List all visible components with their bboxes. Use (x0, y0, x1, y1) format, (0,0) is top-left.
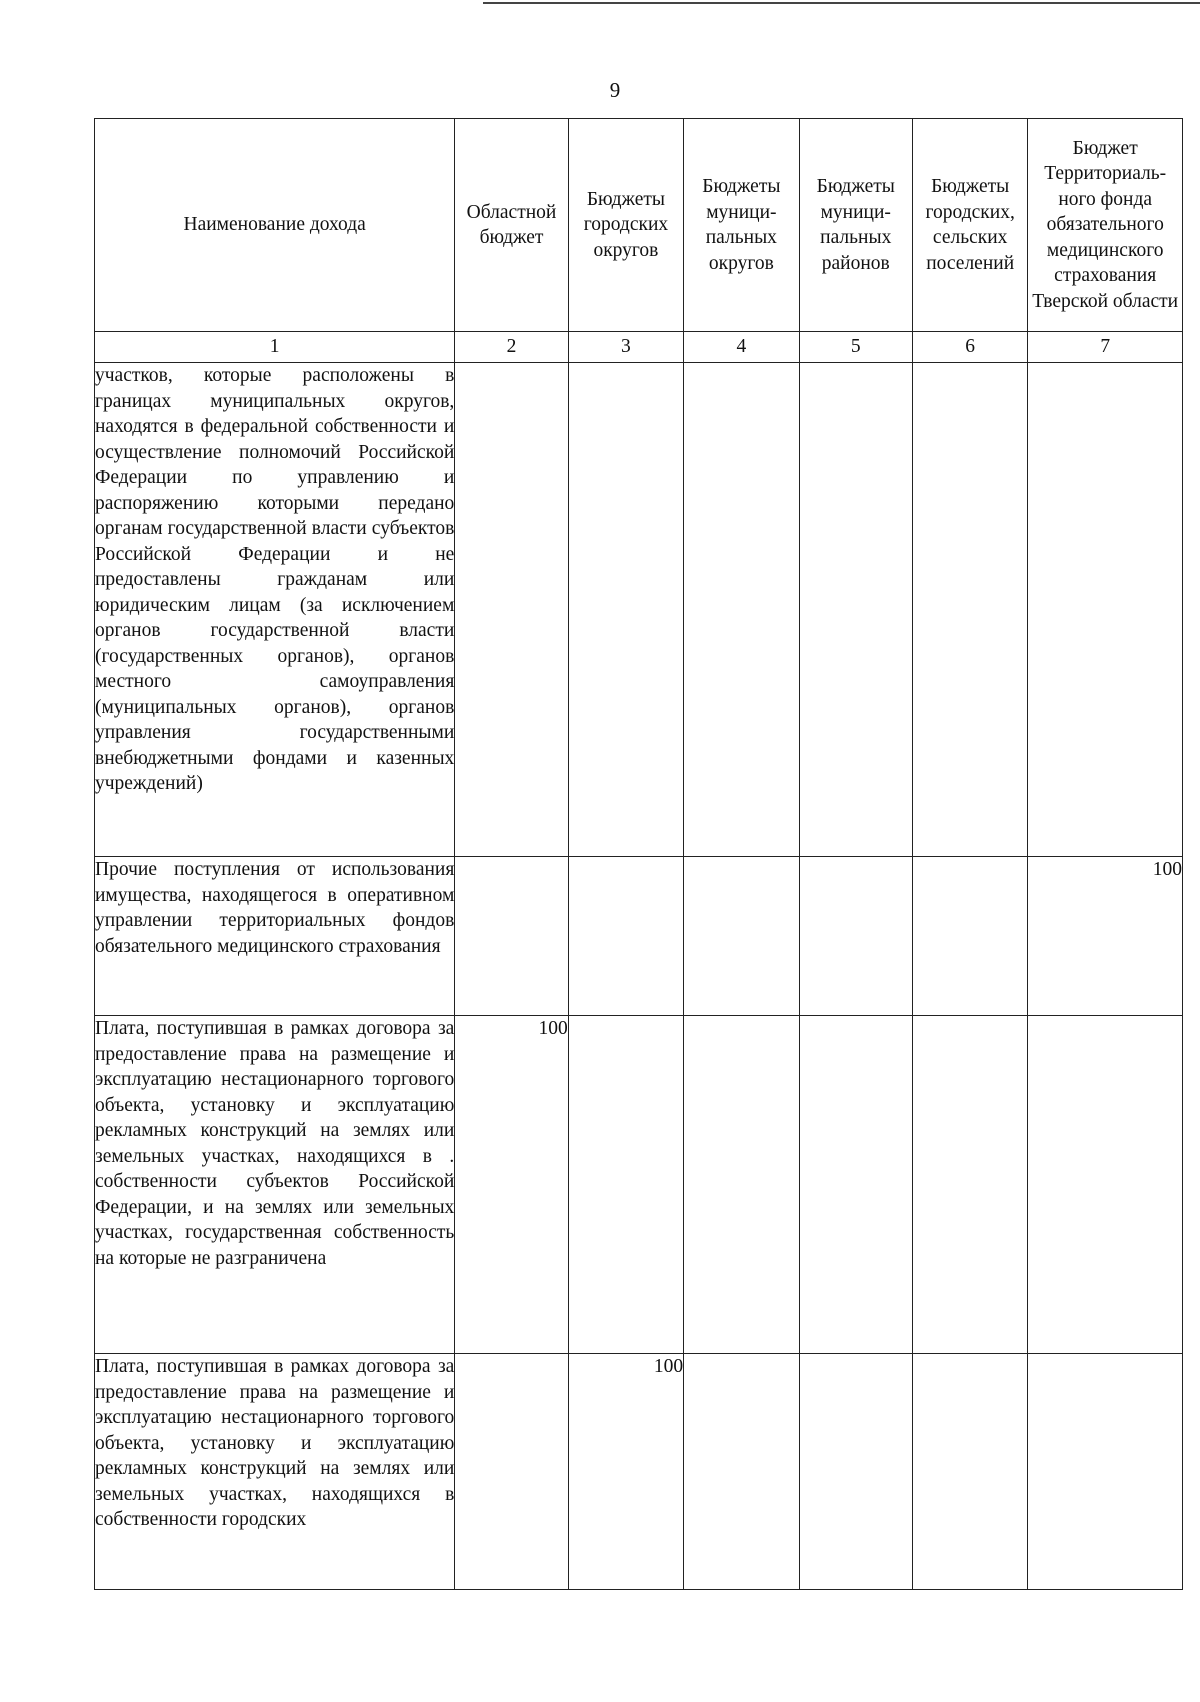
value-cell: 100 (1028, 857, 1183, 1016)
header-settlement-budgets: Бюджеты городских, сельских поселений (912, 119, 1027, 332)
column-number: 1 (95, 332, 455, 363)
header-medical-insurance-fund-budget: Бюджет Территориаль-ного фонда обязательного медицинского страхования Тверской области (1028, 119, 1183, 332)
column-number: 6 (912, 332, 1027, 363)
header-municipal-district-budgets: Бюджеты муници-пальных округов (684, 119, 799, 332)
value-cell (455, 857, 568, 1016)
value-cell (912, 1354, 1027, 1590)
value-cell (684, 1354, 799, 1590)
value-cell (799, 857, 912, 1016)
value-cell (799, 1354, 912, 1590)
value-cell (1028, 363, 1183, 857)
table-row (95, 1016, 1183, 1354)
page-number: 9 (609, 78, 621, 102)
value-cell: 100 (455, 1016, 568, 1354)
value-cell (799, 1016, 912, 1354)
income-name-cell: Плата, поступившая в рамках договора за предоставление права на размещение и эксплуатацию нестационарного торгового объекта, установку и эксплуатацию рекламных конструкций на землях или земельных участках, находящихся в . собственности субъектов Российской Федерации, и на землях или земельных участках, государственная собственность на которые не разграничена (95, 1016, 455, 1354)
value-cell (684, 1016, 799, 1354)
value-cell (912, 857, 1027, 1016)
value-cell (455, 363, 568, 857)
value-cell (568, 1016, 683, 1354)
top-rule (483, 2, 1200, 4)
value-cell (568, 857, 683, 1016)
value-cell (684, 857, 799, 1016)
value-cell: 100 (568, 1354, 683, 1590)
table-row (95, 1354, 1183, 1590)
header-regional-budget: Областной бюджет (455, 119, 568, 332)
value-cell (1028, 1016, 1183, 1354)
column-number: 7 (1028, 332, 1183, 363)
income-table (94, 118, 1183, 1590)
column-number-row (95, 332, 1183, 363)
income-name-cell: Плата, поступившая в рамках договора за предоставление права на размещение и эксплуатацию нестационарного торгового объекта, установку и эксплуатацию рекламных конструкций на землях или земельных участках, находящихся в собственности городских (95, 1354, 455, 1590)
column-number: 5 (799, 332, 912, 363)
column-number: 2 (455, 332, 568, 363)
value-cell (912, 363, 1027, 857)
value-cell (799, 363, 912, 857)
income-name-cell: участков, которые расположены в границах муниципальных округов, находятся в федеральной собственности и осуществление полномочий Российской Федерации по управлению и распоряжению которыми передано органам государственной власти субъектов Российской Федерации и не предоставлены гражданам или юридическим лицам (за исключением органов государственной власти (государственных органов), органов местного самоуправления (муниципальных органов), органов управления государственными внебюджетными фондами и казенных учреждений) (95, 363, 455, 857)
value-cell (568, 363, 683, 857)
value-cell (912, 1016, 1027, 1354)
income-name-cell: Прочие поступления от использования имущества, находящегося в оперативном управлении территориальных фондов обязательного медицинского страхования (95, 857, 455, 1016)
value-cell (684, 363, 799, 857)
table-header-row (95, 119, 1183, 332)
header-income-name: Наименование дохода (95, 119, 455, 332)
column-number: 4 (684, 332, 799, 363)
value-cell (1028, 1354, 1183, 1590)
header-city-district-budgets: Бюджеты городских округов (568, 119, 683, 332)
table-row (95, 857, 1183, 1016)
column-number: 3 (568, 332, 683, 363)
header-municipal-region-budgets: Бюджеты муници-пальных районов (799, 119, 912, 332)
value-cell (455, 1354, 568, 1590)
table-row (95, 363, 1183, 857)
